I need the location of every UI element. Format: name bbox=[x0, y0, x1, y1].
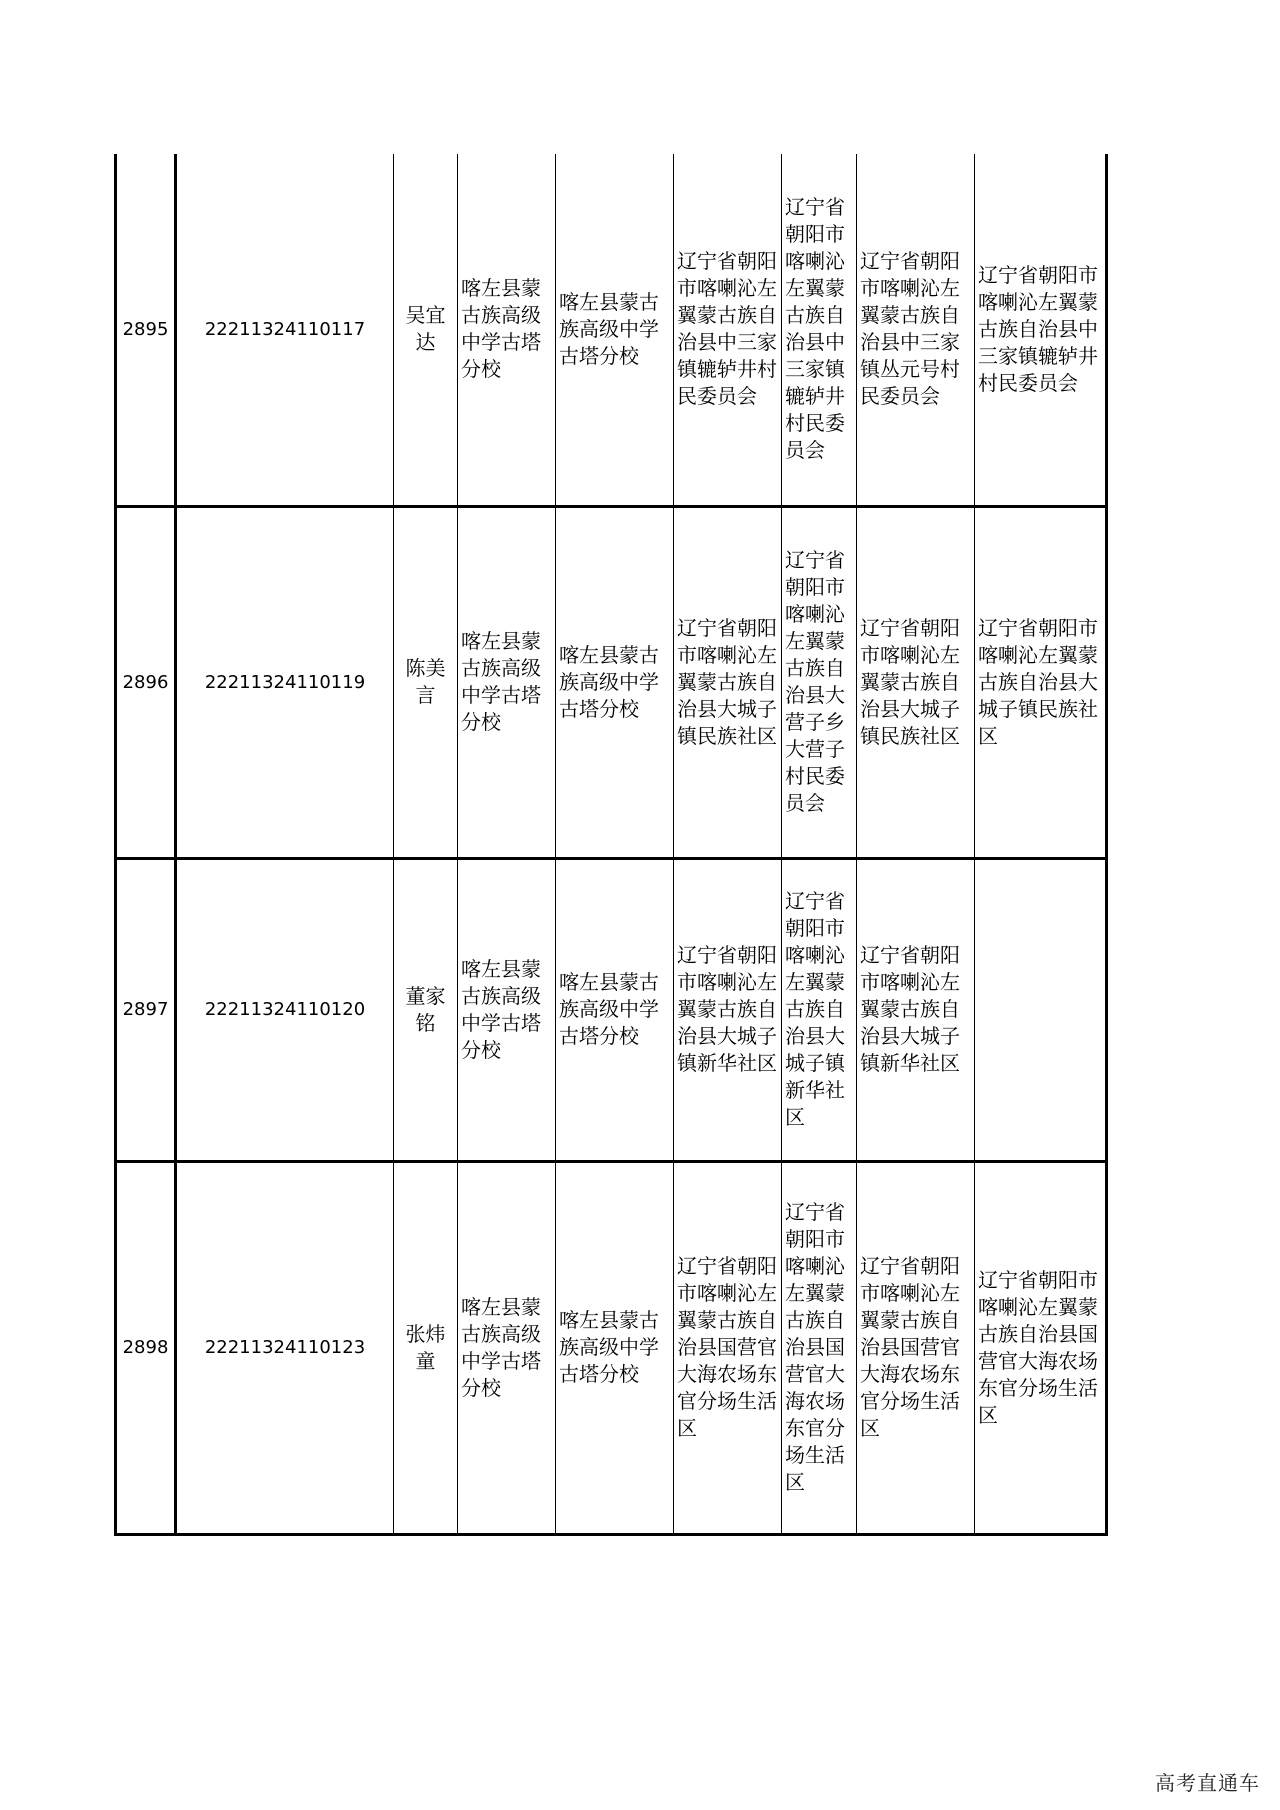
cell-seq: 2895 bbox=[116, 154, 176, 506]
cell-address-2: 辽宁省朝阳市喀喇沁左翼蒙古族自治县国营官大海农场东官分场生活区 bbox=[782, 1161, 857, 1534]
cell-seq: 2897 bbox=[116, 858, 176, 1161]
cell-id: 22211324110120 bbox=[176, 858, 394, 1161]
cell-address-3: 辽宁省朝阳市喀喇沁左翼蒙古族自治县大城子镇新华社区 bbox=[857, 858, 975, 1161]
cell-address-3: 辽宁省朝阳市喀喇沁左翼蒙古族自治县大城子镇民族社区 bbox=[857, 506, 975, 858]
cell-school-2: 喀左县蒙古族高级中学古塔分校 bbox=[556, 154, 674, 506]
cell-school-2: 喀左县蒙古族高级中学古塔分校 bbox=[556, 858, 674, 1161]
cell-address-1: 辽宁省朝阳市喀喇沁左翼蒙古族自治县中三家镇辘轳井村民委员会 bbox=[674, 154, 782, 506]
cell-address-1: 辽宁省朝阳市喀喇沁左翼蒙古族自治县大城子镇民族社区 bbox=[674, 506, 782, 858]
cell-school-2: 喀左县蒙古族高级中学古塔分校 bbox=[556, 1161, 674, 1534]
cell-school: 喀左县蒙古族高级中学古塔分校 bbox=[458, 154, 556, 506]
cell-address-4: 辽宁省朝阳市喀喇沁左翼蒙古族自治县大城子镇民族社区 bbox=[975, 506, 1107, 858]
cell-address-2: 辽宁省朝阳市喀喇沁左翼蒙古族自治县大营子乡大营子村民委员会 bbox=[782, 506, 857, 858]
cell-address-4: 辽宁省朝阳市喀喇沁左翼蒙古族自治县国营官大海农场东官分场生活区 bbox=[975, 1161, 1107, 1534]
cell-name: 董家铭 bbox=[394, 858, 458, 1161]
table-row bbox=[116, 858, 1107, 1161]
cell-name: 吴宜达 bbox=[394, 154, 458, 506]
student-table bbox=[114, 154, 1108, 1536]
table-row bbox=[116, 1161, 1107, 1534]
cell-id: 22211324110123 bbox=[176, 1161, 394, 1534]
cell-address-2: 辽宁省朝阳市喀喇沁左翼蒙古族自治县中三家镇辘轳井村民委员会 bbox=[782, 154, 857, 506]
cell-id: 22211324110117 bbox=[176, 154, 394, 506]
cell-school: 喀左县蒙古族高级中学古塔分校 bbox=[458, 1161, 556, 1534]
cell-name: 陈美言 bbox=[394, 506, 458, 858]
cell-address-3: 辽宁省朝阳市喀喇沁左翼蒙古族自治县中三家镇丛元号村民委员会 bbox=[857, 154, 975, 506]
cell-school: 喀左县蒙古族高级中学古塔分校 bbox=[458, 858, 556, 1161]
cell-address-1: 辽宁省朝阳市喀喇沁左翼蒙古族自治县大城子镇新华社区 bbox=[674, 858, 782, 1161]
cell-address-3: 辽宁省朝阳市喀喇沁左翼蒙古族自治县国营官大海农场东官分场生活区 bbox=[857, 1161, 975, 1534]
cell-seq: 2898 bbox=[116, 1161, 176, 1534]
cell-address-4 bbox=[975, 858, 1107, 1161]
cell-address-1: 辽宁省朝阳市喀喇沁左翼蒙古族自治县国营官大海农场东官分场生活区 bbox=[674, 1161, 782, 1534]
cell-name: 张炜童 bbox=[394, 1161, 458, 1534]
cell-school: 喀左县蒙古族高级中学古塔分校 bbox=[458, 506, 556, 858]
cell-seq: 2896 bbox=[116, 506, 176, 858]
table-row bbox=[116, 154, 1107, 506]
cell-address-2: 辽宁省朝阳市喀喇沁左翼蒙古族自治县大城子镇新华社区 bbox=[782, 858, 857, 1161]
cell-school-2: 喀左县蒙古族高级中学古塔分校 bbox=[556, 506, 674, 858]
table-row bbox=[116, 506, 1107, 858]
watermark: 高考直通车 bbox=[1155, 1771, 1260, 1795]
cell-address-4: 辽宁省朝阳市喀喇沁左翼蒙古族自治县中三家镇辘轳井村民委员会 bbox=[975, 154, 1107, 506]
cell-id: 22211324110119 bbox=[176, 506, 394, 858]
